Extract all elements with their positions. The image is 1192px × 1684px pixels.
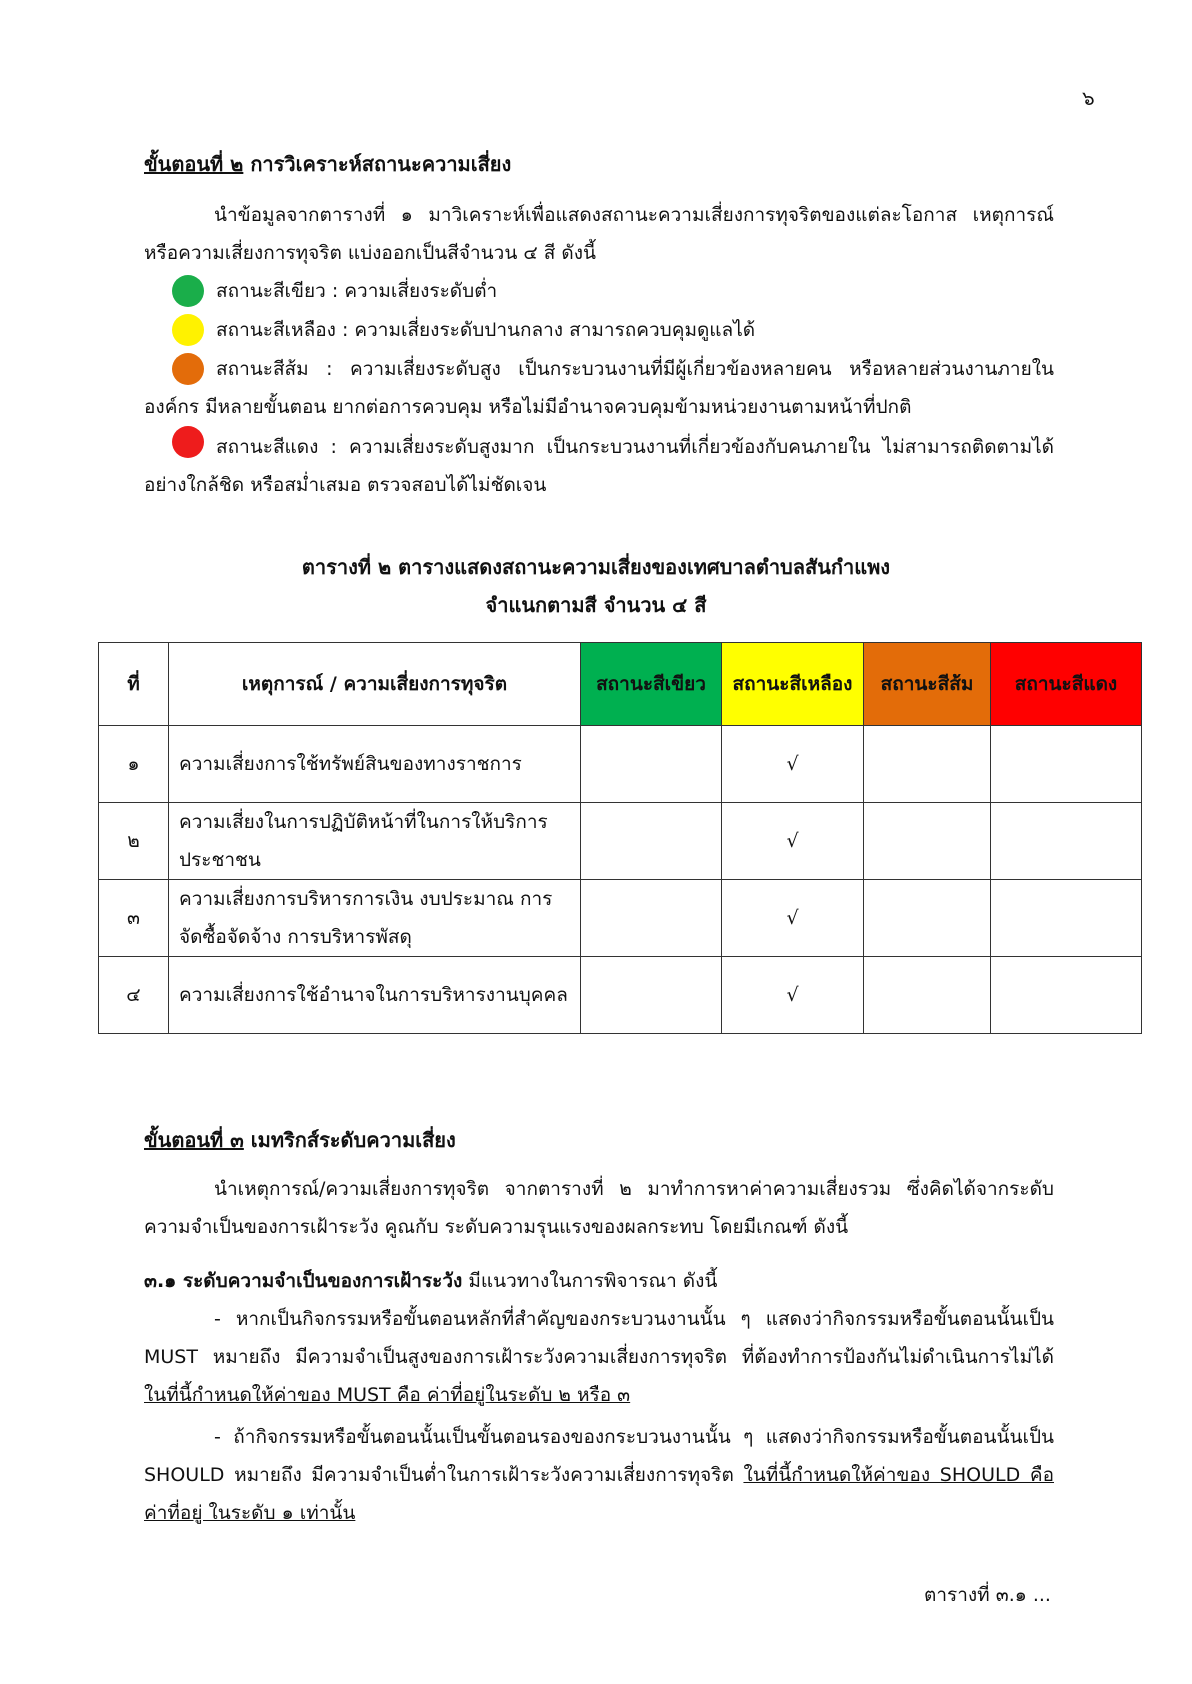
step3-heading: [144, 1124, 1054, 1156]
row-number: ๑: [99, 726, 169, 803]
row-number: ๒: [99, 803, 169, 880]
legend-green-text: สถานะสีเขียว : ความเสี่ยงระดับต่ำ: [216, 280, 498, 302]
table-row: [99, 726, 1142, 803]
legend-orange-text: สถานะสีส้ม : ความเสี่ยงระดับสูง เป็นกระบวนงานที่มีผู้เกี่ยวข้องหลายคน หรือหลายส่วนงานภายในองค์กร มีหลายขั้นตอน ยากต่อการควบคุม หรือไม่มีอำนาจควบคุมข้ามหน่วยงานตามหน้าที่ปกติ: [144, 358, 1054, 418]
page-number: ๖: [1082, 86, 1095, 110]
row-yellow-check: √: [722, 880, 864, 957]
legend-orange: [144, 350, 1054, 426]
row-orange-cell: [864, 726, 991, 803]
row-event: ความเสี่ยงการใช้อำนาจในการบริหารงานบุคคล: [169, 957, 581, 1034]
should-paragraph: [144, 1418, 1054, 1532]
step2-heading-rest: การวิเคราะห์สถานะความเสี่ยง: [243, 152, 512, 176]
row-orange-cell: [864, 803, 991, 880]
col-orange-header: สถานะสีส้ม: [864, 643, 991, 726]
row-green-cell: [581, 726, 722, 803]
table-caption-line1: ตารางที่ ๒ ตารางแสดงสถานะความเสี่ยงของเทศบาลตำบลสันกำแพง: [301, 555, 891, 579]
sub-heading-3-1-bold: ๓.๑ ระดับความจำเป็นของการเฝ้าระวัง: [144, 1270, 463, 1292]
row-event: ความเสี่ยงการใช้ทรัพย์สินของทางราชการ: [169, 726, 581, 803]
row-green-cell: [581, 880, 722, 957]
col-yellow-header: สถานะสีเหลือง: [722, 643, 864, 726]
row-red-cell: [991, 803, 1142, 880]
footer-continuation: ตารางที่ ๓.๑ ...: [924, 1584, 1051, 1606]
table-row: [99, 957, 1142, 1034]
row-orange-cell: [864, 880, 991, 957]
row-red-cell: [991, 957, 1142, 1034]
legend-yellow: [144, 311, 1054, 349]
legend-red: [144, 428, 1054, 504]
should-text: - ถ้ากิจกรรมหรือขั้นตอนนั้นเป็นขั้นตอนรองของกระบวนงานนั้น ๆ แสดงว่ากิจกรรมหรือขั้นตอนนั้นเป็น SHOULD หมายถึง มีความจำเป็นต่ำในการเฝ้าระวังความเสี่ยงการทุจริต: [144, 1426, 1054, 1486]
step3-heading-prefix: ขั้นตอนที่ ๓: [144, 1128, 244, 1152]
row-yellow-check: √: [722, 803, 864, 880]
must-text: - หากเป็นกิจกรรมหรือขั้นตอนหลักที่สำคัญของกระบวนงานนั้น ๆ แสดงว่ากิจกรรมหรือขั้นตอนนั้นเป็น MUST หมายถึง มีความจำเป็นสูงของการเฝ้าระวังความเสี่ยงการทุจริต ที่ต้องทำการป้องกันไม่ดำเนินการไม่ได้: [144, 1308, 1054, 1368]
col-no-header: ที่: [99, 643, 169, 726]
step2-intro: นำข้อมูลจากตารางที่ ๑ มาวิเคราะห์เพื่อแสดงสถานะความเสี่ยงการทุจริตของแต่ละโอกาส เหตุการณ์ หรือความเสี่ยงการทุจริต แบ่งออกเป็นสีจำนวน ๔ สี ดังนี้: [144, 204, 1054, 264]
legend-red-text: สถานะสีแดง : ความเสี่ยงระดับสูงมาก เป็นกระบวนงานที่เกี่ยวข้องกับคนภายใน ไม่สามารถติดตามได้อย่างใกล้ชิด หรือสม่ำเสมอ ตรวจสอบได้ไม่ชัดเจน: [144, 436, 1054, 496]
step3-intro: นำเหตุการณ์/ความเสี่ยงการทุจริต จากตารางที่ ๒ มาทำการหาค่าความเสี่ยงรวม ซึ่งคิดได้จากระดับความจำเป็นของการเฝ้าระวัง คูณกับ ระดับความรุนแรงของผลกระทบ โดยมีเกณฑ์ ดังนี้: [144, 1178, 1054, 1238]
row-red-cell: [991, 880, 1142, 957]
col-red-header: สถานะสีแดง: [991, 643, 1142, 726]
row-orange-cell: [864, 957, 991, 1034]
must-paragraph: [144, 1300, 1054, 1414]
should-underline-text: ในที่นี้กำหนดให้ค่าของ SHOULD คือ ค่าที่อยู่ ในระดับ ๑ เท่านั้น: [144, 1464, 1054, 1524]
step2-heading: [144, 148, 1054, 180]
sub-heading-3-1: [144, 1262, 1054, 1300]
legend-green: [144, 272, 1054, 310]
step2-heading-prefix: ขั้นตอนที่ ๒: [144, 152, 244, 176]
table-row: [99, 880, 1142, 957]
sub-heading-3-1-rest: มีแนวทางในการพิจารณา ดังนี้: [462, 1270, 718, 1292]
col-event-header: เหตุการณ์ / ความเสี่ยงการทุจริต: [169, 643, 581, 726]
table-header-row: [99, 643, 1142, 726]
row-red-cell: [991, 726, 1142, 803]
table-caption-line2: จำแนกตามสี จำนวน ๔ สี: [485, 593, 707, 617]
row-number: ๔: [99, 957, 169, 1034]
green-dot-icon: [172, 275, 204, 307]
step3-heading-rest: เมทริกส์ระดับความเสี่ยง: [243, 1128, 456, 1152]
risk-status-table: [98, 642, 1142, 1034]
must-underline-text: ในที่นี้กำหนดให้ค่าของ MUST คือ ค่าที่อยู่ในระดับ ๒ หรือ ๓: [144, 1384, 631, 1406]
red-dot-icon: [172, 426, 204, 458]
row-event: ความเสี่ยงการบริหารการเงิน งบประมาณ การจัดซื้อจัดจ้าง การบริหารพัสดุ: [169, 880, 581, 957]
col-green-header: สถานะสีเขียว: [581, 643, 722, 726]
legend-yellow-text: สถานะสีเหลือง : ความเสี่ยงระดับปานกลาง สามารถควบคุมดูแลได้: [216, 319, 756, 341]
yellow-dot-icon: [172, 314, 204, 346]
table-row: [99, 803, 1142, 880]
orange-dot-icon: [172, 353, 204, 385]
row-event: ความเสี่ยงในการปฏิบัติหน้าที่ในการให้บริการประชาชน: [169, 803, 581, 880]
row-green-cell: [581, 803, 722, 880]
row-yellow-check: √: [722, 957, 864, 1034]
row-yellow-check: √: [722, 726, 864, 803]
row-number: ๓: [99, 880, 169, 957]
row-green-cell: [581, 957, 722, 1034]
